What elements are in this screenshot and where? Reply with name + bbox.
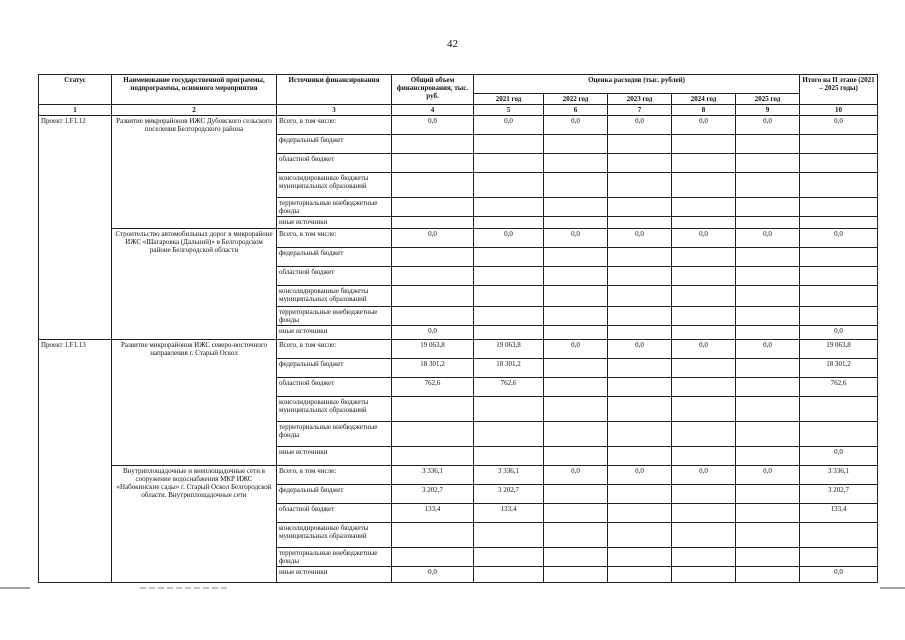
header-total: Общий объем финансирования, тыс. руб. <box>392 75 474 105</box>
table-row <box>39 466 878 485</box>
amount-cell: 0,0 <box>544 466 608 485</box>
amount-cell <box>392 447 474 466</box>
amount-cell <box>474 198 544 217</box>
source-label-cell: иные источники <box>277 326 392 340</box>
amount-cell <box>544 154 608 173</box>
amount-cell <box>544 173 608 198</box>
amount-cell: 19 063,8 <box>474 340 544 359</box>
amount-cell <box>736 378 800 397</box>
program-name-cell: Развитие микрорайонов ИЖС Дубовского сельского поселения Белгородского района <box>112 116 277 229</box>
amount-cell <box>672 267 736 286</box>
column-number: 4 <box>392 105 474 116</box>
program-name-cell: Строительство автомобильных дорог в микрорайоне ИЖС «Шагаровка (Дальний)» в Белгородском районе Белгородской области <box>112 229 277 340</box>
amount-cell <box>672 359 736 378</box>
amount-cell <box>608 422 672 447</box>
source-label-cell: федеральный бюджет <box>277 485 392 504</box>
amount-cell <box>672 286 736 307</box>
amount-cell <box>672 523 736 548</box>
amount-cell: 3 202,7 <box>474 485 544 504</box>
amount-cell <box>608 307 672 326</box>
header-source: Источники финансирования <box>277 75 392 105</box>
amount-cell: 133,4 <box>392 504 474 523</box>
amount-cell: 0,0 <box>800 116 878 135</box>
source-label-cell: областной бюджет <box>277 154 392 173</box>
amount-cell <box>392 307 474 326</box>
amount-cell: 0,0 <box>392 229 474 248</box>
source-label-cell: иные источники <box>277 217 392 229</box>
amount-cell: 762,6 <box>474 378 544 397</box>
amount-cell <box>736 504 800 523</box>
amount-cell <box>800 248 878 267</box>
amount-cell <box>544 397 608 422</box>
amount-cell <box>474 523 544 548</box>
amount-cell <box>544 447 608 466</box>
amount-cell <box>672 378 736 397</box>
header-estimate: Оценка расходов (тыс. рублей) <box>474 75 800 94</box>
amount-cell <box>474 548 544 567</box>
amount-cell <box>474 135 544 154</box>
amount-cell: 3 336,1 <box>474 466 544 485</box>
amount-cell: 0,0 <box>800 567 878 583</box>
amount-cell <box>736 217 800 229</box>
amount-cell: 0,0 <box>544 229 608 248</box>
amount-cell: 0,0 <box>736 466 800 485</box>
amount-cell <box>672 397 736 422</box>
header-status: Статус <box>39 75 112 105</box>
amount-cell <box>544 485 608 504</box>
amount-cell <box>672 422 736 447</box>
amount-cell: 3 336,1 <box>392 466 474 485</box>
amount-cell <box>672 567 736 583</box>
amount-cell <box>608 267 672 286</box>
amount-cell <box>608 248 672 267</box>
amount-cell <box>736 198 800 217</box>
amount-cell: 3 202,7 <box>800 485 878 504</box>
program-name-cell: Внутриплощадочные и внеплощадочные сети в сооружение водоснабжения МКР ИЖС «Набокинские сады» г. Старый Оскол Белгородской области. Внутриплощадочные сети <box>112 466 277 583</box>
amount-cell: 133,4 <box>800 504 878 523</box>
amount-cell <box>392 548 474 567</box>
amount-cell <box>544 135 608 154</box>
amount-cell: 0,0 <box>672 466 736 485</box>
status-cell: Проект 1.F1.13 <box>39 340 112 583</box>
status-cell: Проект 1.F1.12 <box>39 116 112 340</box>
amount-cell: 0,0 <box>736 229 800 248</box>
header-year: 2025 год <box>736 94 800 105</box>
amount-cell: 0,0 <box>608 229 672 248</box>
column-number: 3 <box>277 105 392 116</box>
amount-cell <box>392 217 474 229</box>
amount-cell: 0,0 <box>800 326 878 340</box>
amount-cell <box>672 173 736 198</box>
source-label-cell: Всего, в том числе: <box>277 340 392 359</box>
amount-cell <box>672 326 736 340</box>
amount-cell <box>800 397 878 422</box>
amount-cell: 3 336,1 <box>800 466 878 485</box>
amount-cell <box>672 485 736 504</box>
source-label-cell: федеральный бюджет <box>277 135 392 154</box>
amount-cell <box>800 548 878 567</box>
amount-cell <box>736 485 800 504</box>
source-label-cell: федеральный бюджет <box>277 359 392 378</box>
amount-cell <box>672 447 736 466</box>
source-label-cell: областной бюджет <box>277 267 392 286</box>
amount-cell <box>608 504 672 523</box>
amount-cell <box>608 485 672 504</box>
amount-cell <box>736 135 800 154</box>
amount-cell <box>544 307 608 326</box>
amount-cell <box>392 523 474 548</box>
budget-table-body <box>39 116 878 583</box>
column-number: 1 <box>39 105 112 116</box>
amount-cell <box>736 359 800 378</box>
amount-cell: 0,0 <box>800 447 878 466</box>
amount-cell <box>474 217 544 229</box>
amount-cell <box>608 447 672 466</box>
table-row <box>39 116 878 135</box>
column-number: 2 <box>112 105 277 116</box>
amount-cell <box>544 567 608 583</box>
source-label-cell: консолидированные бюджеты муниципальных образований <box>277 523 392 548</box>
amount-cell <box>608 135 672 154</box>
header-stage-total: Итого на II этапе (2021 – 2025 годы) <box>800 75 878 105</box>
amount-cell: 0,0 <box>608 340 672 359</box>
amount-cell <box>544 248 608 267</box>
amount-cell <box>544 504 608 523</box>
source-label-cell: Всего, в том числе: <box>277 229 392 248</box>
amount-cell <box>608 286 672 307</box>
amount-cell <box>736 173 800 198</box>
column-number: 10 <box>800 105 878 116</box>
amount-cell <box>608 567 672 583</box>
amount-cell <box>392 397 474 422</box>
amount-cell: 0,0 <box>672 116 736 135</box>
column-number: 6 <box>544 105 608 116</box>
amount-cell <box>800 135 878 154</box>
amount-cell <box>736 307 800 326</box>
amount-cell <box>800 267 878 286</box>
column-number: 7 <box>608 105 672 116</box>
amount-cell <box>544 198 608 217</box>
amount-cell: 0,0 <box>392 567 474 583</box>
amount-cell: 3 202,7 <box>392 485 474 504</box>
amount-cell <box>608 217 672 229</box>
amount-cell: 0,0 <box>474 229 544 248</box>
amount-cell <box>736 154 800 173</box>
header-row-top <box>39 75 878 94</box>
amount-cell: 0,0 <box>608 466 672 485</box>
amount-cell <box>474 267 544 286</box>
amount-cell <box>392 286 474 307</box>
amount-cell <box>672 135 736 154</box>
amount-cell: 19 063,8 <box>800 340 878 359</box>
amount-cell <box>736 523 800 548</box>
source-label-cell: Всего, в том числе: <box>277 466 392 485</box>
page-number: 42 <box>447 38 458 50</box>
amount-cell: 18 301,2 <box>474 359 544 378</box>
amount-cell <box>544 267 608 286</box>
amount-cell <box>672 248 736 267</box>
amount-cell <box>736 397 800 422</box>
amount-cell: 0,0 <box>544 340 608 359</box>
amount-cell: 0,0 <box>392 116 474 135</box>
program-name-cell: Развитие микрорайонов ИЖС северо-восточного направления г. Старый Оскол <box>112 340 277 466</box>
source-label-cell: консолидированные бюджеты муниципальных образований <box>277 173 392 198</box>
source-label-cell: территориальные внебюджетные фонды <box>277 422 392 447</box>
amount-cell <box>608 154 672 173</box>
amount-cell <box>608 523 672 548</box>
amount-cell <box>800 286 878 307</box>
header-year: 2024 год <box>672 94 736 105</box>
amount-cell <box>608 198 672 217</box>
amount-cell <box>544 359 608 378</box>
amount-cell <box>544 326 608 340</box>
budget-table <box>38 74 878 583</box>
amount-cell <box>392 173 474 198</box>
source-label-cell: территориальные внебюджетные фонды <box>277 307 392 326</box>
amount-cell <box>672 504 736 523</box>
amount-cell <box>800 422 878 447</box>
amount-cell: 18 301,2 <box>800 359 878 378</box>
amount-cell <box>474 248 544 267</box>
amount-cell <box>736 286 800 307</box>
amount-cell <box>736 248 800 267</box>
amount-cell: 133,4 <box>474 504 544 523</box>
amount-cell <box>392 154 474 173</box>
amount-cell <box>800 154 878 173</box>
amount-cell <box>608 548 672 567</box>
amount-cell <box>474 422 544 447</box>
amount-cell <box>544 286 608 307</box>
header-year: 2021 год <box>474 94 544 105</box>
amount-cell: 0,0 <box>736 116 800 135</box>
amount-cell <box>544 523 608 548</box>
amount-cell <box>800 307 878 326</box>
source-label-cell: иные источники <box>277 447 392 466</box>
amount-cell <box>672 154 736 173</box>
source-label-cell: консолидированные бюджеты муниципальных образований <box>277 286 392 307</box>
amount-cell <box>474 286 544 307</box>
amount-cell <box>544 548 608 567</box>
amount-cell <box>474 567 544 583</box>
amount-cell <box>474 154 544 173</box>
amount-cell <box>736 267 800 286</box>
amount-cell <box>392 248 474 267</box>
amount-cell <box>800 173 878 198</box>
amount-cell: 0,0 <box>672 229 736 248</box>
source-label-cell: федеральный бюджет <box>277 248 392 267</box>
amount-cell <box>736 548 800 567</box>
amount-cell <box>608 378 672 397</box>
column-number: 9 <box>736 105 800 116</box>
amount-cell: 0,0 <box>474 116 544 135</box>
amount-cell: 0,0 <box>544 116 608 135</box>
amount-cell <box>474 447 544 466</box>
column-number: 8 <box>672 105 736 116</box>
header-program: Наименование государственной программы, подпрограммы, основного мероприятия <box>112 75 277 105</box>
column-number: 5 <box>474 105 544 116</box>
amount-cell <box>392 198 474 217</box>
amount-cell <box>672 217 736 229</box>
amount-cell <box>672 307 736 326</box>
amount-cell: 0,0 <box>608 116 672 135</box>
table-row <box>39 340 878 359</box>
amount-cell <box>608 397 672 422</box>
amount-cell <box>800 523 878 548</box>
amount-cell <box>736 326 800 340</box>
column-number-row <box>39 105 878 116</box>
amount-cell: 0,0 <box>392 326 474 340</box>
amount-cell <box>608 326 672 340</box>
amount-cell <box>672 548 736 567</box>
amount-cell <box>608 359 672 378</box>
amount-cell: 0,0 <box>800 229 878 248</box>
source-label-cell: областной бюджет <box>277 504 392 523</box>
amount-cell: 0,0 <box>736 340 800 359</box>
amount-cell <box>736 422 800 447</box>
amount-cell <box>544 422 608 447</box>
amount-cell <box>392 422 474 447</box>
amount-cell <box>392 267 474 286</box>
amount-cell <box>800 198 878 217</box>
amount-cell <box>608 173 672 198</box>
amount-cell <box>736 447 800 466</box>
source-label-cell: иные источники <box>277 567 392 583</box>
amount-cell <box>392 135 474 154</box>
amount-cell: 762,6 <box>800 378 878 397</box>
amount-cell <box>544 217 608 229</box>
amount-cell <box>474 173 544 198</box>
source-label-cell: областной бюджет <box>277 378 392 397</box>
amount-cell <box>474 397 544 422</box>
source-label-cell: территориальные внебюджетные фонды <box>277 198 392 217</box>
amount-cell <box>736 567 800 583</box>
amount-cell: 19 063,8 <box>392 340 474 359</box>
amount-cell <box>544 378 608 397</box>
source-label-cell: территориальные внебюджетные фонды <box>277 548 392 567</box>
amount-cell: 0,0 <box>672 340 736 359</box>
source-label-cell: Всего, в том числе: <box>277 116 392 135</box>
amount-cell: 18 301,2 <box>392 359 474 378</box>
amount-cell <box>474 326 544 340</box>
amount-cell <box>800 217 878 229</box>
header-year: 2022 год <box>544 94 608 105</box>
amount-cell <box>672 198 736 217</box>
scan-artifact-lines <box>0 584 905 604</box>
amount-cell <box>474 307 544 326</box>
table-row <box>39 229 878 248</box>
header-year: 2023 год <box>608 94 672 105</box>
source-label-cell: консолидированные бюджеты муниципальных образований <box>277 397 392 422</box>
amount-cell: 762,6 <box>392 378 474 397</box>
